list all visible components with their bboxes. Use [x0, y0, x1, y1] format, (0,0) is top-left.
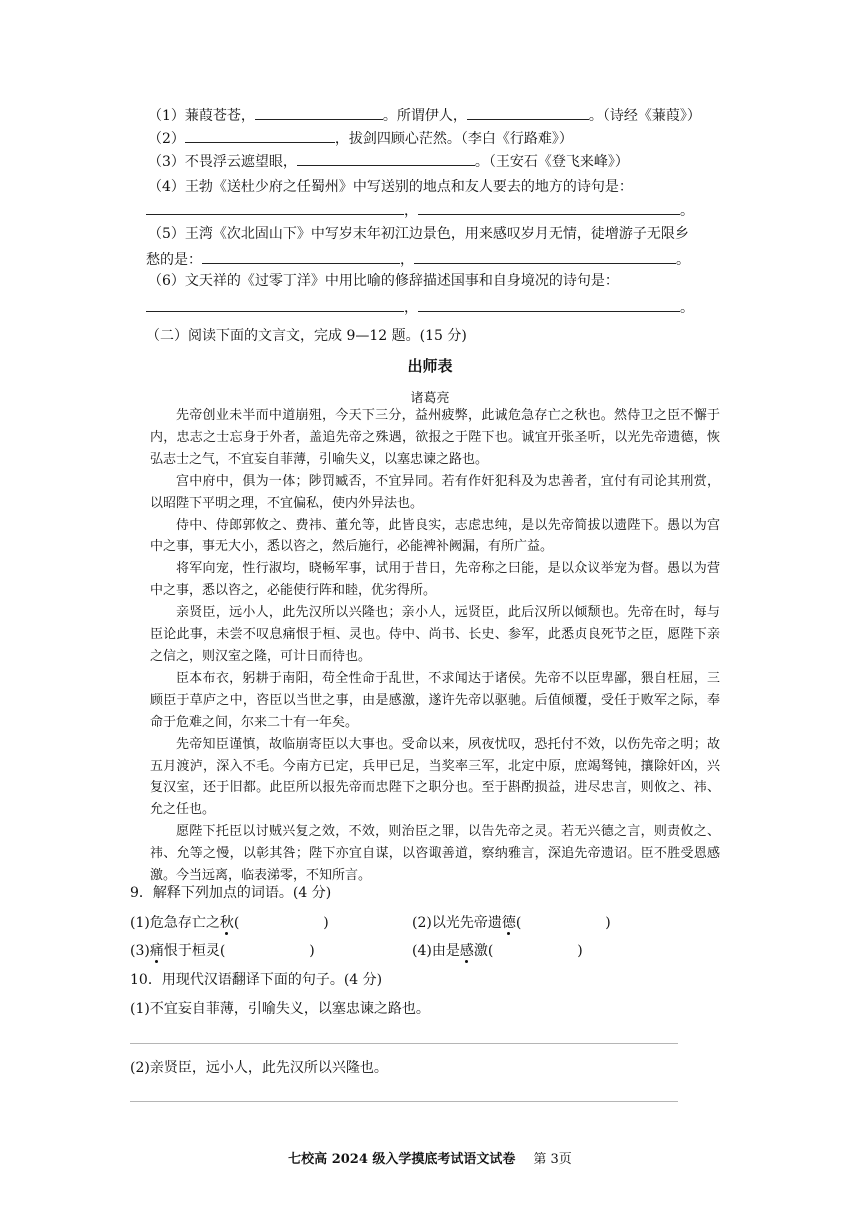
answer-paren[interactable]: ( ) [233, 915, 329, 931]
blank-item-6 [148, 271, 619, 291]
q9-item-4-post: 激 [473, 943, 488, 959]
item-2-text-a: （2） [148, 131, 185, 147]
answer-blank[interactable] [297, 150, 475, 166]
blank-item-4 [148, 177, 633, 197]
page-footer [0, 1148, 860, 1167]
answer-paren[interactable]: ( ) [487, 943, 583, 959]
q9-item-1 [130, 913, 329, 933]
q9-item-1-text: (1)危急存亡之 [130, 915, 220, 931]
item-1-text-b: 。所谓伊人， [382, 108, 467, 124]
item-4-text-a: （4）王勃《送杜少府之任蜀州》中写送别的地点和友人要去的地方的诗句是： [148, 179, 633, 195]
page-number: 第 3页 [533, 1152, 572, 1167]
essay-paragraph: 先帝知臣谨慎，故临崩寄臣以大事也。受命以来，夙夜忧叹，恐托付不效，以伤先帝之明；故五月渡泸，深入不毛。今南方已定，兵甲已足，当奖率三军，北定中原，庶竭驽钝，攘除奸凶，兴复汉室，还于旧都。此臣所以报先帝而忠陛下之职分也。至于斟酌损益，进尽忠言，则攸之、祎、允之任也。 [150, 736, 720, 818]
item-5-text-a: （5）王湾《次北固山下》中写岁末年初江边景色，用来感叹岁月无情，徒增游子无限乡 [148, 226, 689, 242]
item-5-text-b: 愁的是： [146, 252, 202, 268]
essay-paragraph: 宫中府中，俱为一体；陟罚臧否，不宜异同。若有作奸犯科及为忠善者，宜付有司论其刑赏，以昭陛下平明之理，不宜偏私，使内外异法也。 [150, 473, 720, 511]
item-1-text-c: 。（诗经《蒹葭》） [588, 108, 701, 124]
dotted-word: 德 [501, 915, 516, 931]
essay-paragraph: 亲贤臣，远小人，此先汉所以兴隆也；亲小人，远贤臣，此后汉所以倾颓也。先帝在时，每与臣论此事，未尝不叹息痛恨于桓、灵也。侍中、尚书、长史、参军，此悉贞良死节之臣，愿陛下亲之信之，则汉室之隆，可计日而待也。 [150, 605, 720, 664]
q10-sentence-2: (2)亲贤臣，远小人，此先汉所以兴隆也。 [130, 1060, 388, 1076]
item-6-end: 。 [680, 300, 694, 316]
q9-item-3 [130, 941, 315, 961]
essay-paragraph: 侍中、侍郎郭攸之、费祎、董允等，此皆良实，志虑忠纯，是以先帝简拔以遗陛下。愚以为宫中之事，事无大小，悉以咨之，然后施行，必能裨补阙漏，有所广益。 [150, 517, 720, 555]
answer-blank[interactable] [467, 104, 589, 120]
question-10-heading: 10．用现代汉语翻译下面的句子。(4 分) [130, 972, 383, 988]
dotted-word: 秋 [219, 915, 234, 931]
q9-item-2 [412, 913, 611, 933]
q9-item-4-text: (4)由是 [412, 943, 460, 959]
footer-title: 七校高 2024 级入学摸底考试语文试卷 [288, 1152, 516, 1167]
essay-title: 出师表 [407, 357, 453, 375]
item-6-text-a: （6）文天祥的《过零丁洋》中用比喻的修辞描述国事和自身境况的诗句是： [148, 273, 619, 289]
item-6-sep: ， [404, 300, 418, 316]
answer-line[interactable] [130, 1101, 678, 1102]
blank-item-4-answer-row [146, 199, 694, 221]
blank-item-6-answer-row [146, 296, 694, 318]
blank-item-5-answer-row [146, 248, 690, 270]
essay-paragraph: 愿陛下托臣以讨贼兴复之效，不效，则治臣之罪，以告先帝之灵。若无兴德之言，则责攸之、祎、允等之慢，以彰其咎；陛下亦宜自谋，以咨诹善道，察纳雅言，深追先帝遗诏。臣不胜受恩感激。今当远离，临表涕零，不知所言。 [150, 824, 720, 884]
answer-blank[interactable] [202, 248, 400, 264]
essay-paragraph: 臣本布衣，躬耕于南阳，苟全性命于乱世，不求闻达于诸侯。先帝不以臣卑鄙，猥自枉屈，三顾臣于草庐之中，咨臣以当世之事，由是感激，遂许先帝以驱驰。后值倾覆，受任于败军之际，奉命于危难之间，尔来二十有一年矣。 [150, 670, 720, 730]
answer-paren[interactable]: ( ) [515, 915, 611, 931]
item-4-end: 。 [680, 203, 694, 219]
answer-blank[interactable] [185, 127, 335, 143]
answer-line[interactable] [130, 1043, 678, 1044]
essay-paragraph: 先帝创业未半而中道崩殂，今天下三分，益州疲弊，此诚危急存亡之秋也。然侍卫之臣不懈于内，忠志之士忘身于外者，盖追先帝之殊遇，欲报之于陛下也。诚宜开张圣听，以光先帝遗德，恢弘志士之气，不宜妄自菲薄，引喻失义，以塞忠谏之路也。 [150, 408, 720, 467]
blank-item-1 [148, 104, 701, 126]
dotted-word: 感 [459, 943, 474, 959]
item-3-text-b: 。（王安石《登飞来峰》） [474, 154, 629, 170]
q9-item-3-prefix: (3) [130, 943, 150, 959]
answer-blank[interactable] [414, 248, 676, 264]
item-5-end: 。 [676, 252, 690, 268]
item-2-text-b: ，拔剑四顾心茫然。（李白《行路难》） [334, 131, 573, 147]
q10-sentence-1: (1)不宜妄自菲薄，引喻失义，以塞忠谏之路也。 [130, 1001, 430, 1017]
blank-item-2 [148, 127, 573, 149]
essay-paragraph: 将军向宠，性行淑均，晓畅军事，试用于昔日，先帝称之曰能，是以众议举宠为督。愚以为营中之事，悉以咨之，必能使行阵和睦，优劣得所。 [150, 561, 720, 599]
blank-item-5 [148, 224, 689, 244]
section-2-heading: （二）阅读下面的文言文，完成 9—12 题。(15 分) [146, 328, 467, 344]
q9-item-2-text: (2)以光先帝遗 [412, 915, 502, 931]
answer-paren[interactable]: ( ) [219, 943, 315, 959]
item-1-text-a: （1）蒹葭苍苍， [148, 108, 255, 124]
dotted-word: 痛 [149, 943, 164, 959]
essay-body [150, 405, 720, 887]
item-3-text-a: （3）不畏浮云遮望眼， [148, 154, 297, 170]
q9-item-4 [412, 941, 583, 961]
answer-blank[interactable] [418, 199, 680, 215]
answer-blank[interactable] [146, 296, 404, 312]
blank-item-3 [148, 150, 629, 172]
essay-author: 诸葛亮 [410, 391, 450, 406]
q9-item-3-text: 恨于桓灵 [163, 943, 220, 959]
answer-blank[interactable] [418, 296, 680, 312]
item-5-sep: ， [400, 252, 414, 268]
answer-blank[interactable] [146, 199, 404, 215]
item-4-sep: ， [404, 203, 418, 219]
answer-blank[interactable] [255, 104, 383, 120]
question-9-heading: 9．解释下列加点的词语。(4 分) [130, 885, 332, 901]
